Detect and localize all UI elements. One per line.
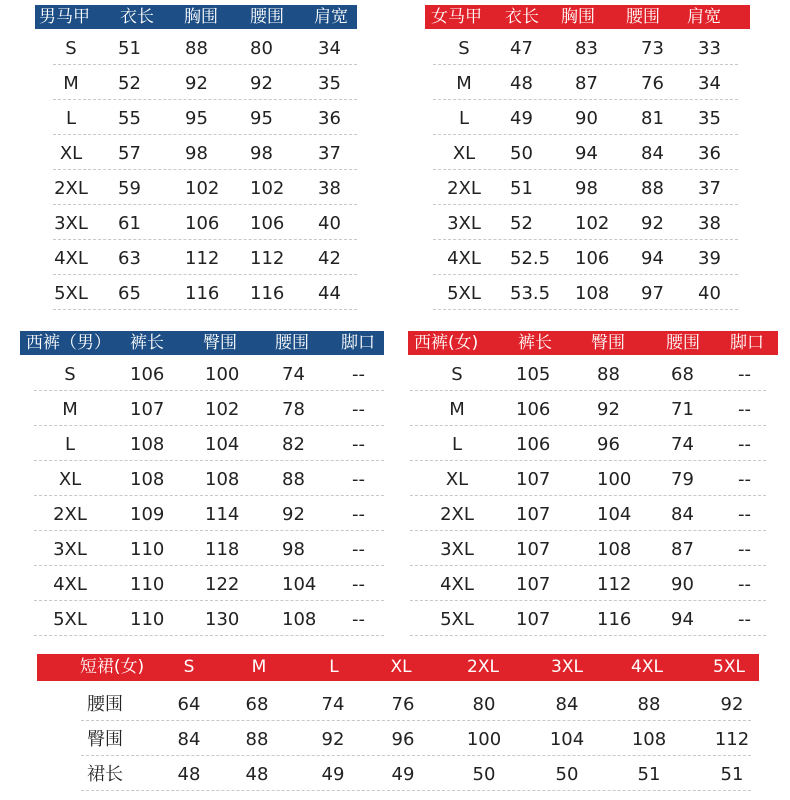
table-cell: 96 bbox=[597, 434, 620, 455]
table-cell: 94 bbox=[641, 248, 664, 269]
table-cell: -- bbox=[738, 574, 751, 595]
table-cell: 108 bbox=[130, 434, 165, 455]
table-cell: 98 bbox=[575, 178, 598, 199]
table-cell: 98 bbox=[185, 143, 208, 164]
table-cell: 74 bbox=[282, 364, 305, 385]
row-label: M bbox=[62, 399, 78, 420]
table-row bbox=[35, 275, 357, 310]
table-cell: -- bbox=[738, 364, 751, 385]
table-cell: 52.5 bbox=[510, 248, 551, 269]
table-row bbox=[408, 426, 778, 461]
table-cell: 122 bbox=[205, 574, 240, 595]
header-cell: 胸围 bbox=[561, 7, 595, 27]
table-cell: 92 bbox=[321, 729, 345, 750]
table-cell: 48 bbox=[177, 764, 201, 785]
row-label: L bbox=[64, 434, 76, 455]
table-cell: 112 bbox=[597, 574, 632, 595]
table-cell: 48 bbox=[245, 764, 269, 785]
row-label: 3XL bbox=[447, 213, 481, 234]
table-cell: 92 bbox=[597, 399, 620, 420]
table-cell: 98 bbox=[250, 143, 273, 164]
table-row bbox=[35, 65, 357, 100]
table-cell: 88 bbox=[245, 729, 269, 750]
row-label: 腰围 bbox=[87, 694, 123, 715]
table-cell: 40 bbox=[318, 213, 341, 234]
table-cell: 107 bbox=[130, 399, 165, 420]
men-pants-header bbox=[20, 331, 384, 355]
women-vest-table bbox=[425, 5, 750, 304]
table-cell: 106 bbox=[250, 213, 285, 234]
table-cell: 38 bbox=[698, 213, 721, 234]
table-cell: 82 bbox=[282, 434, 305, 455]
table-row bbox=[20, 356, 384, 391]
table-cell: 100 bbox=[597, 469, 632, 490]
row-label: XL bbox=[59, 143, 83, 164]
table-cell: 108 bbox=[205, 469, 240, 490]
table-cell: 104 bbox=[549, 729, 585, 750]
table-cell: 33 bbox=[698, 38, 721, 59]
row-label: 5XL bbox=[440, 609, 474, 630]
table-cell: 106 bbox=[516, 399, 551, 420]
header-cell: 脚口 bbox=[341, 333, 375, 353]
row-label: XL bbox=[452, 143, 476, 164]
table-cell: 90 bbox=[575, 108, 598, 129]
table-row bbox=[425, 275, 750, 310]
table-row bbox=[35, 170, 357, 205]
table-cell: 114 bbox=[205, 504, 240, 525]
table-cell: 68 bbox=[245, 694, 269, 715]
table-cell: 106 bbox=[130, 364, 165, 385]
table-cell: 51 bbox=[637, 764, 661, 785]
table-cell: 96 bbox=[391, 729, 415, 750]
women-vest-header bbox=[425, 5, 750, 29]
table-cell: 80 bbox=[250, 38, 273, 59]
table-row bbox=[425, 170, 750, 205]
table-row bbox=[425, 205, 750, 240]
table-cell: 106 bbox=[516, 434, 551, 455]
table-cell: 65 bbox=[118, 283, 141, 304]
table-cell: 51 bbox=[118, 38, 141, 59]
header-cell: 西裤（男） bbox=[26, 333, 111, 353]
table-row bbox=[35, 30, 357, 65]
header-cell: 裤长 bbox=[518, 333, 552, 353]
table-cell: 104 bbox=[205, 434, 240, 455]
table-cell: 76 bbox=[391, 694, 415, 715]
row-label: L bbox=[458, 108, 470, 129]
header-cell: 男马甲 bbox=[39, 7, 90, 27]
header-cell: 腰围 bbox=[626, 7, 660, 27]
skirt-table bbox=[37, 654, 759, 800]
table-row bbox=[408, 566, 778, 601]
table-cell: 71 bbox=[671, 399, 694, 420]
table-cell: 88 bbox=[185, 38, 208, 59]
men-vest-header bbox=[35, 5, 357, 29]
table-cell: 107 bbox=[516, 609, 551, 630]
table-cell: -- bbox=[738, 539, 751, 560]
table-row bbox=[408, 461, 778, 496]
table-cell: 81 bbox=[641, 108, 664, 129]
table-cell: 37 bbox=[318, 143, 341, 164]
men-vest-table bbox=[35, 5, 357, 304]
table-cell: 108 bbox=[597, 539, 632, 560]
row-divider bbox=[433, 309, 738, 310]
table-cell: -- bbox=[738, 399, 751, 420]
table-row bbox=[37, 756, 759, 791]
table-cell: 48 bbox=[510, 73, 533, 94]
table-cell: 87 bbox=[575, 73, 598, 94]
table-cell: 92 bbox=[641, 213, 664, 234]
table-cell: 130 bbox=[205, 609, 240, 630]
table-cell: 112 bbox=[185, 248, 220, 269]
table-row bbox=[408, 496, 778, 531]
table-cell: 107 bbox=[516, 504, 551, 525]
table-cell: 118 bbox=[205, 539, 240, 560]
row-label: 4XL bbox=[440, 574, 474, 595]
row-label: 臀围 bbox=[87, 729, 123, 750]
table-cell: 108 bbox=[631, 729, 667, 750]
row-label: S bbox=[458, 38, 470, 59]
table-cell: 88 bbox=[641, 178, 664, 199]
table-cell: 90 bbox=[671, 574, 694, 595]
table-cell: 92 bbox=[250, 73, 273, 94]
table-cell: 83 bbox=[575, 38, 598, 59]
table-cell: 102 bbox=[575, 213, 610, 234]
table-cell: 110 bbox=[130, 574, 165, 595]
table-row bbox=[20, 426, 384, 461]
table-cell: 92 bbox=[185, 73, 208, 94]
table-cell: -- bbox=[352, 539, 365, 560]
table-cell: 102 bbox=[250, 178, 285, 199]
table-cell: 35 bbox=[318, 73, 341, 94]
table-row bbox=[20, 601, 384, 636]
table-cell: 102 bbox=[205, 399, 240, 420]
table-cell: 116 bbox=[250, 283, 285, 304]
table-cell: 76 bbox=[641, 73, 664, 94]
header-cell: 衣长 bbox=[120, 7, 154, 27]
row-label: 5XL bbox=[447, 283, 481, 304]
table-cell: 104 bbox=[597, 504, 632, 525]
table-row bbox=[408, 601, 778, 636]
table-cell: 110 bbox=[130, 539, 165, 560]
row-label: 2XL bbox=[54, 178, 88, 199]
row-label: 3XL bbox=[440, 539, 474, 560]
table-cell: 36 bbox=[318, 108, 341, 129]
table-row bbox=[35, 135, 357, 170]
row-divider bbox=[53, 309, 357, 310]
row-label: S bbox=[64, 364, 76, 385]
table-cell: 107 bbox=[516, 539, 551, 560]
table-cell: 73 bbox=[641, 38, 664, 59]
table-cell: 59 bbox=[118, 178, 141, 199]
table-cell: 47 bbox=[510, 38, 533, 59]
table-cell: 55 bbox=[118, 108, 141, 129]
table-cell: 97 bbox=[641, 283, 664, 304]
table-cell: 108 bbox=[575, 283, 610, 304]
table-cell: 110 bbox=[130, 609, 165, 630]
table-row bbox=[37, 721, 759, 756]
table-cell: -- bbox=[352, 434, 365, 455]
men-pants-table bbox=[20, 331, 384, 631]
row-label: 4XL bbox=[447, 248, 481, 269]
table-cell: -- bbox=[352, 574, 365, 595]
table-row bbox=[425, 240, 750, 275]
table-cell: 52 bbox=[118, 73, 141, 94]
row-label: XL bbox=[58, 469, 82, 490]
skirt-header bbox=[37, 654, 759, 681]
header-cell: 4XL bbox=[631, 657, 663, 677]
table-cell: 88 bbox=[637, 694, 661, 715]
table-cell: 50 bbox=[510, 143, 533, 164]
table-cell: 107 bbox=[516, 574, 551, 595]
header-cell: 短裙(女) bbox=[79, 657, 145, 677]
table-cell: 52 bbox=[510, 213, 533, 234]
table-cell: -- bbox=[352, 399, 365, 420]
table-cell: 116 bbox=[185, 283, 220, 304]
table-cell: 84 bbox=[641, 143, 664, 164]
header-cell: 肩宽 bbox=[687, 7, 721, 27]
table-cell: 87 bbox=[671, 539, 694, 560]
table-row bbox=[425, 65, 750, 100]
table-cell: -- bbox=[352, 364, 365, 385]
row-label: 4XL bbox=[54, 248, 88, 269]
table-cell: 49 bbox=[510, 108, 533, 129]
header-cell: 胸围 bbox=[184, 7, 218, 27]
table-cell: 38 bbox=[318, 178, 341, 199]
header-cell: S bbox=[183, 657, 195, 677]
row-label: 2XL bbox=[447, 178, 481, 199]
row-label: M bbox=[449, 399, 465, 420]
row-divider bbox=[34, 635, 384, 636]
table-row bbox=[20, 531, 384, 566]
table-cell: 35 bbox=[698, 108, 721, 129]
table-cell: 34 bbox=[698, 73, 721, 94]
row-label: 3XL bbox=[53, 539, 87, 560]
header-cell: 腰围 bbox=[666, 333, 700, 353]
table-cell: 63 bbox=[118, 248, 141, 269]
header-cell: 女马甲 bbox=[431, 7, 482, 27]
table-cell: 84 bbox=[671, 504, 694, 525]
table-cell: -- bbox=[352, 504, 365, 525]
table-cell: -- bbox=[352, 609, 365, 630]
row-label: S bbox=[65, 38, 77, 59]
table-cell: 37 bbox=[698, 178, 721, 199]
table-cell: 94 bbox=[671, 609, 694, 630]
table-cell: -- bbox=[738, 469, 751, 490]
row-label: S bbox=[451, 364, 463, 385]
table-cell: 104 bbox=[282, 574, 317, 595]
table-cell: 112 bbox=[250, 248, 285, 269]
table-cell: 92 bbox=[282, 504, 305, 525]
table-cell: 92 bbox=[720, 694, 744, 715]
table-cell: 74 bbox=[671, 434, 694, 455]
table-cell: 100 bbox=[466, 729, 502, 750]
women-pants-header bbox=[408, 331, 778, 355]
row-divider bbox=[410, 635, 766, 636]
header-cell: XL bbox=[390, 657, 412, 677]
table-cell: 84 bbox=[177, 729, 201, 750]
table-cell: 100 bbox=[205, 364, 240, 385]
table-cell: 50 bbox=[472, 764, 496, 785]
table-cell: -- bbox=[738, 434, 751, 455]
table-row bbox=[408, 531, 778, 566]
row-label: 2XL bbox=[440, 504, 474, 525]
table-row bbox=[35, 205, 357, 240]
table-cell: 51 bbox=[510, 178, 533, 199]
header-cell: 腰围 bbox=[250, 7, 284, 27]
table-cell: -- bbox=[738, 609, 751, 630]
table-cell: 116 bbox=[597, 609, 632, 630]
table-cell: 34 bbox=[318, 38, 341, 59]
table-row bbox=[408, 356, 778, 391]
table-cell: 98 bbox=[282, 539, 305, 560]
table-cell: 108 bbox=[282, 609, 317, 630]
header-cell: 2XL bbox=[467, 657, 499, 677]
row-label: 5XL bbox=[54, 283, 88, 304]
table-row bbox=[20, 566, 384, 601]
table-row bbox=[408, 391, 778, 426]
table-cell: 105 bbox=[516, 364, 551, 385]
row-label: 2XL bbox=[53, 504, 87, 525]
header-cell: 臀围 bbox=[591, 333, 625, 353]
women-pants-table bbox=[408, 331, 778, 631]
row-label: 5XL bbox=[53, 609, 87, 630]
row-label: L bbox=[451, 434, 463, 455]
table-cell: 106 bbox=[575, 248, 610, 269]
table-cell: 36 bbox=[698, 143, 721, 164]
table-cell: 39 bbox=[698, 248, 721, 269]
header-cell: 裤长 bbox=[130, 333, 164, 353]
table-cell: 49 bbox=[391, 764, 415, 785]
row-label: M bbox=[63, 73, 79, 94]
table-cell: 108 bbox=[130, 469, 165, 490]
table-cell: 112 bbox=[714, 729, 750, 750]
table-cell: 64 bbox=[177, 694, 201, 715]
table-row bbox=[425, 100, 750, 135]
table-cell: 88 bbox=[282, 469, 305, 490]
table-cell: 109 bbox=[130, 504, 165, 525]
row-label: 裙长 bbox=[87, 764, 123, 785]
table-row bbox=[425, 30, 750, 65]
table-cell: 51 bbox=[720, 764, 744, 785]
table-cell: 49 bbox=[321, 764, 345, 785]
table-row bbox=[35, 100, 357, 135]
header-cell: L bbox=[329, 657, 339, 677]
table-cell: 94 bbox=[575, 143, 598, 164]
table-row bbox=[37, 686, 759, 721]
table-row bbox=[20, 496, 384, 531]
table-cell: 95 bbox=[185, 108, 208, 129]
table-cell: 50 bbox=[555, 764, 579, 785]
header-cell: 西裤(女) bbox=[414, 333, 479, 353]
table-cell: 68 bbox=[671, 364, 694, 385]
table-cell: 84 bbox=[555, 694, 579, 715]
table-row bbox=[20, 461, 384, 496]
row-label: M bbox=[456, 73, 472, 94]
header-cell: M bbox=[251, 657, 267, 677]
table-row bbox=[425, 135, 750, 170]
table-cell: -- bbox=[738, 504, 751, 525]
row-label: XL bbox=[445, 469, 469, 490]
table-cell: 74 bbox=[321, 694, 345, 715]
row-label: L bbox=[65, 108, 77, 129]
header-cell: 5XL bbox=[713, 657, 745, 677]
header-cell: 脚口 bbox=[730, 333, 764, 353]
table-row bbox=[20, 391, 384, 426]
table-cell: 106 bbox=[185, 213, 220, 234]
row-label: 4XL bbox=[53, 574, 87, 595]
table-cell: 42 bbox=[318, 248, 341, 269]
row-label: 3XL bbox=[54, 213, 88, 234]
table-cell: 88 bbox=[597, 364, 620, 385]
header-cell: 3XL bbox=[551, 657, 583, 677]
table-cell: 79 bbox=[671, 469, 694, 490]
table-cell: 61 bbox=[118, 213, 141, 234]
header-cell: 腰围 bbox=[275, 333, 309, 353]
table-cell: 102 bbox=[185, 178, 220, 199]
header-cell: 衣长 bbox=[505, 7, 539, 27]
table-row bbox=[35, 240, 357, 275]
table-cell: 44 bbox=[318, 283, 341, 304]
table-cell: 57 bbox=[118, 143, 141, 164]
table-cell: 78 bbox=[282, 399, 305, 420]
header-cell: 肩宽 bbox=[314, 7, 348, 27]
table-cell: -- bbox=[352, 469, 365, 490]
table-cell: 53.5 bbox=[510, 283, 551, 304]
table-cell: 95 bbox=[250, 108, 273, 129]
table-cell: 80 bbox=[472, 694, 496, 715]
table-cell: 107 bbox=[516, 469, 551, 490]
table-cell: 40 bbox=[698, 283, 721, 304]
header-cell: 臀围 bbox=[203, 333, 237, 353]
row-divider bbox=[81, 790, 751, 791]
